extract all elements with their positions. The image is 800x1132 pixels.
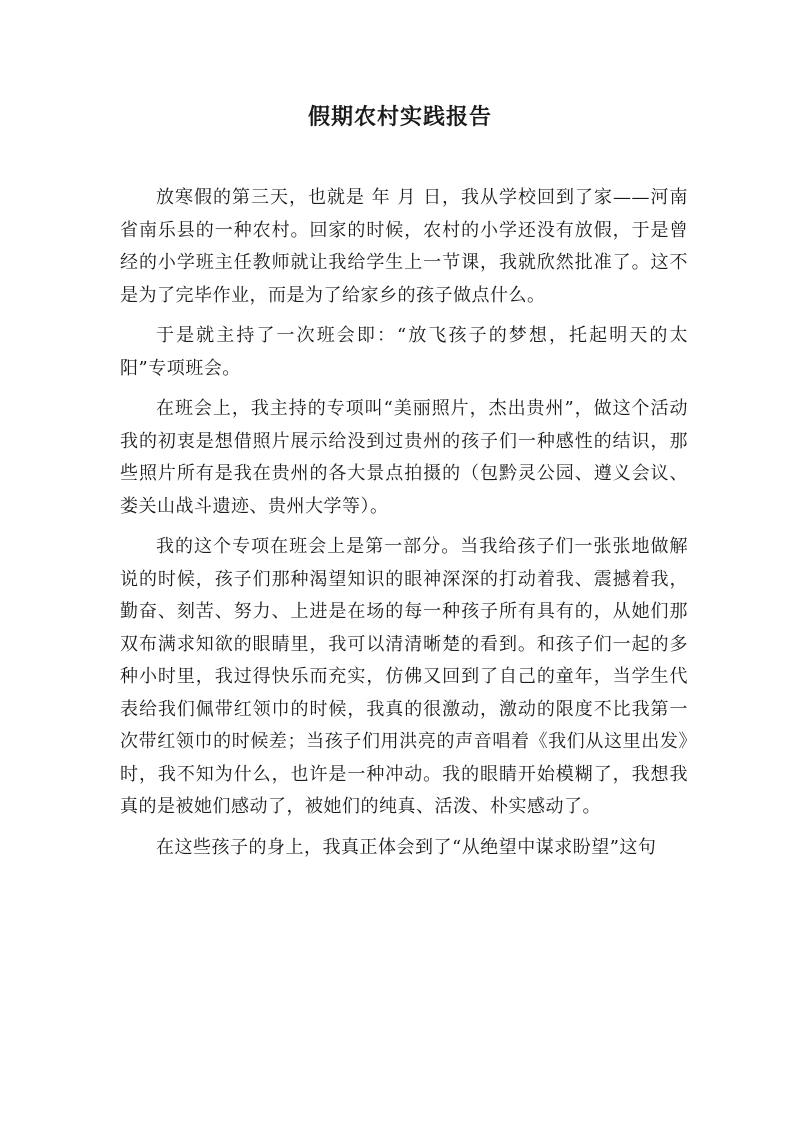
paragraph: 放寒假的第三天，也就是 年 月 日，我从学校回到了家——河南省南乐县的一种农村。回家的时候，农村的小学还没有放假，于是曾经的小学班主任教师就让我给学生上一节课，我就欣然批准了。这不是为了完毕作业，而是为了给家乡的孩子做点什么。	[120, 187, 688, 306]
paragraph: 在班会上，我主持的专项叫“美丽照片，杰出贵州”，做这个活动我的初衷是想借照片展示给没到过贵州的孩子们一种感性的结识，那些照片所有是我在贵州的各大景点拍摄的（包黔灵公园、遵义会议、娄关山战斗遗迹、贵州大学等）。	[120, 398, 688, 517]
document-title: 假期农村实践报告	[307, 104, 492, 130]
paragraph: 于是就主持了一次班会即：“放飞孩子的梦想，托起明天的太阳”专项班会。	[120, 325, 688, 379]
paragraph: 在这些孩子的身上，我真正体会到了“从绝望中谋求盼望”这句	[156, 836, 657, 858]
document-body	[120, 182, 688, 872]
paragraph: 我的这个专项在班会上是第一部分。当我给孩子们一张张地做解说的时候，孩子们那种渴望知识的眼神深深的打动着我、震撼着我，勤奋、刻苦、努力、上进是在场的每一种孩子所有具有的，从她们那双布满求知欲的眼睛里，我可以清清晰楚的看到。和孩子们一起的多种小时里，我过得快乐而充实，仿佛又回到了自己的童年，当学生代表给我们佩带红领巾的时候，我真的很激动，激动的限度不比我第一次带红领巾的时候差；当孩子们用洪亮的声音唱着《我们从这里出发》时，我不知为什么，也许是一种冲动。我的眼睛开始模糊了，我想我真的是被她们感动了，被她们的纯真、活泼、朴实感动了。	[120, 536, 688, 817]
